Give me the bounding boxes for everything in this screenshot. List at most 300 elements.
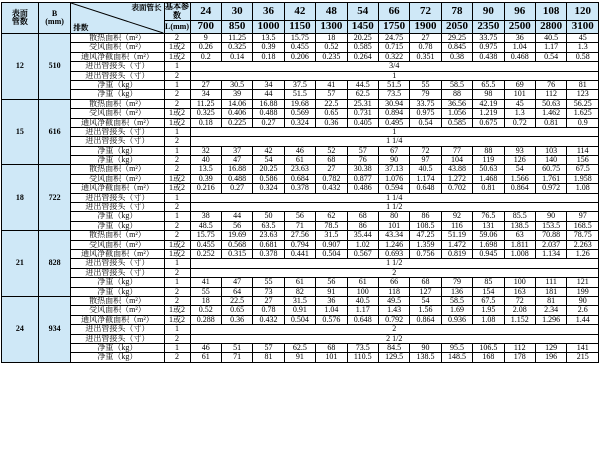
param-label: 通风净截面积（m²） <box>71 315 164 324</box>
param-value: 0.36 <box>316 118 347 127</box>
param-value: 0.972 <box>535 184 566 193</box>
param-value: 0.235 <box>316 52 347 61</box>
tube-count-cell-4: 24 <box>2 296 39 362</box>
b-value-cell-1: 616 <box>38 99 71 165</box>
param-value: 1.056 <box>441 109 472 118</box>
param-value: 1.17 <box>347 306 378 315</box>
param-value: 80 <box>378 212 409 221</box>
param-value: 0.378 <box>253 249 284 258</box>
param-value: 88 <box>441 90 472 99</box>
param-value: 69 <box>504 80 535 89</box>
param-label: 净重（kg） <box>71 287 164 296</box>
param-rows: 2 <box>164 203 190 212</box>
param-value: 0.225 <box>221 118 252 127</box>
table-row <box>2 118 599 127</box>
param-value: 1.08 <box>567 184 599 193</box>
param-value: 63 <box>504 231 535 240</box>
param-value: 23.63 <box>253 231 284 240</box>
param-value: 33.75 <box>473 34 504 43</box>
b-value-cell-3: 828 <box>38 231 71 297</box>
param-label: 进出管接头（寸） <box>71 71 164 80</box>
table-row <box>2 62 599 71</box>
param-value: 0.782 <box>316 174 347 183</box>
param-value: 1.468 <box>473 174 504 183</box>
param-value: 70.88 <box>535 231 566 240</box>
table-row <box>2 334 599 343</box>
param-value: 0.81 <box>535 118 566 127</box>
param-value: 54 <box>410 296 441 305</box>
param-value: 76.5 <box>473 212 504 221</box>
param-value: 0.731 <box>347 109 378 118</box>
param-value: 0.675 <box>473 118 504 127</box>
param-value: 37 <box>221 146 252 155</box>
length-col-header-6: 66 <box>378 3 409 21</box>
param-value: 46 <box>190 343 221 352</box>
param-value: 85 <box>473 278 504 287</box>
param-value: 58.5 <box>441 80 472 89</box>
param-value: 39 <box>221 90 252 99</box>
param-value: 104 <box>441 156 472 165</box>
param-rows: 2 <box>164 90 190 99</box>
param-rows: 2 <box>164 353 190 362</box>
param-value: 0.52 <box>190 306 221 315</box>
param-value: 154 <box>473 287 504 296</box>
param-label: 净重（kg） <box>71 80 164 89</box>
param-value: 0.586 <box>253 174 284 183</box>
param-value: 50 <box>253 212 284 221</box>
param-label: 净重（kg） <box>71 90 164 99</box>
param-label: 净重（kg） <box>71 353 164 362</box>
param-value-span: 1 <box>190 127 599 136</box>
param-value: 48.5 <box>190 221 221 230</box>
param-value: 59.06 <box>473 231 504 240</box>
param-rows: 1或2 <box>164 184 190 193</box>
param-value: 93 <box>504 146 535 155</box>
param-value: 81 <box>535 296 566 305</box>
table-row <box>2 212 599 221</box>
param-value: 123 <box>567 90 599 99</box>
param-value: 85.5 <box>504 212 535 221</box>
param-value: 0.684 <box>284 174 315 183</box>
param-value: 66 <box>378 278 409 287</box>
param-value: 0.504 <box>284 315 315 324</box>
param-value: 13.5 <box>253 34 284 43</box>
param-value: 20.25 <box>347 34 378 43</box>
param-value: 1.95 <box>473 306 504 315</box>
param-value: 0.438 <box>473 52 504 61</box>
param-value: 55 <box>253 278 284 287</box>
param-value: 106.5 <box>473 343 504 352</box>
param-value: 1.08 <box>473 315 504 324</box>
param-label: 散热面积（m²） <box>71 34 164 43</box>
length-col-header-1: 30 <box>221 3 252 21</box>
param-value: 0.26 <box>190 43 221 52</box>
l-value-6: 1750 <box>378 21 409 34</box>
param-value: 30.5 <box>221 80 252 89</box>
param-value-span: 1 1/2 <box>190 203 599 212</box>
param-value: 90 <box>535 212 566 221</box>
param-value: 0.455 <box>190 240 221 249</box>
param-value: 68 <box>316 156 347 165</box>
param-value: 61 <box>347 278 378 287</box>
param-value: 0.845 <box>441 43 472 52</box>
param-value: 57 <box>253 343 284 352</box>
param-value: 31.5 <box>316 231 347 240</box>
table-row <box>2 231 599 240</box>
param-value: 0.406 <box>221 109 252 118</box>
param-value: 0.715 <box>378 43 409 52</box>
param-value-span: 1 1/4 <box>190 193 599 202</box>
param-value: 47 <box>221 156 252 165</box>
param-value: 0.264 <box>347 52 378 61</box>
length-col-header-0: 24 <box>190 3 221 21</box>
param-value: 0.18 <box>190 118 221 127</box>
param-value: 57 <box>316 90 347 99</box>
param-value: 1.462 <box>535 109 566 118</box>
param-value: 68 <box>410 278 441 287</box>
param-value: 34 <box>190 90 221 99</box>
param-value: 63.5 <box>253 221 284 230</box>
param-value: 0.65 <box>221 306 252 315</box>
param-value: 1.152 <box>504 315 535 324</box>
table-row <box>2 109 599 118</box>
param-value: 215 <box>567 353 599 362</box>
param-value: 0.14 <box>221 52 252 61</box>
param-value: 92 <box>441 212 472 221</box>
table-row <box>2 278 599 287</box>
param-value: 19.68 <box>284 99 315 108</box>
param-value: 1.17 <box>535 43 566 52</box>
param-value: 54 <box>504 165 535 174</box>
l-value-4: 1300 <box>316 21 347 34</box>
param-value: 78.75 <box>567 231 599 240</box>
param-value: 138.5 <box>410 353 441 362</box>
param-value: 34 <box>253 80 284 89</box>
param-value: 126 <box>504 156 535 165</box>
param-value: 0.693 <box>378 249 409 258</box>
param-value: 27.56 <box>284 231 315 240</box>
param-value: 91 <box>316 287 347 296</box>
param-value: 0.488 <box>253 109 284 118</box>
param-rows: 1或2 <box>164 315 190 324</box>
param-value: 0.27 <box>253 118 284 127</box>
param-value: 0.486 <box>347 184 378 193</box>
corner-tubes-label: 表面 管数 <box>2 3 39 34</box>
param-value: 101 <box>504 90 535 99</box>
basic-param-header: 基本参数 <box>165 2 189 20</box>
tube-count-cell-1: 15 <box>2 99 39 165</box>
param-value: 76 <box>535 80 566 89</box>
param-value: 1.958 <box>567 174 599 183</box>
param-value: 97 <box>567 212 599 221</box>
param-label: 净重（kg） <box>71 278 164 287</box>
param-value: 0.216 <box>190 184 221 193</box>
param-rows: 2 <box>164 99 190 108</box>
param-value: 40.5 <box>535 34 566 43</box>
param-value: 29.25 <box>441 34 472 43</box>
param-value: 0.72 <box>504 118 535 127</box>
param-rows: 2 <box>164 268 190 277</box>
param-value: 0.936 <box>441 315 472 324</box>
param-value: 90 <box>410 343 441 352</box>
param-value: 73 <box>253 287 284 296</box>
param-value: 88 <box>473 146 504 155</box>
param-value: 30.38 <box>347 165 378 174</box>
param-value: 56 <box>316 278 347 287</box>
param-rows: 1 <box>164 62 190 71</box>
param-value: 0.877 <box>347 174 378 183</box>
param-label: 进出管接头（寸） <box>71 62 164 71</box>
param-value: 40.5 <box>347 296 378 305</box>
param-value: 118 <box>378 287 409 296</box>
param-value-span: 3/4 <box>190 62 599 71</box>
param-value: 0.78 <box>410 43 441 52</box>
param-value: 0.495 <box>378 118 409 127</box>
param-value: 41 <box>316 80 347 89</box>
param-label: 净重（kg） <box>71 146 164 155</box>
param-value: 0.819 <box>441 249 472 258</box>
param-value: 0.975 <box>410 109 441 118</box>
param-value: 82 <box>284 287 315 296</box>
param-value: 0.702 <box>441 184 472 193</box>
param-value: 2.037 <box>535 240 566 249</box>
param-value: 178 <box>504 353 535 362</box>
param-label: 受风面积（m²） <box>71 109 164 118</box>
param-label: 散热面积（m²） <box>71 296 164 305</box>
length-col-header-2: 36 <box>253 3 284 21</box>
l-value-5: 1450 <box>347 21 378 34</box>
param-value: 140 <box>535 156 566 165</box>
param-value: 22.5 <box>221 296 252 305</box>
param-value: 36 <box>316 296 347 305</box>
param-value: 18 <box>316 34 347 43</box>
param-label: 进出管接头（寸） <box>71 325 164 334</box>
param-value: 9 <box>190 34 221 43</box>
param-value: 0.792 <box>378 315 409 324</box>
param-value: 1.02 <box>347 240 378 249</box>
param-value: 0.378 <box>284 184 315 193</box>
param-value: 119 <box>473 156 504 165</box>
table-row <box>2 184 599 193</box>
param-value: 0.681 <box>253 240 284 249</box>
param-value: 71 <box>221 353 252 362</box>
param-value: 79 <box>410 90 441 99</box>
param-value: 45 <box>504 99 535 108</box>
param-value: 30.94 <box>378 99 409 108</box>
param-value: 62.5 <box>347 90 378 99</box>
param-value: 0.756 <box>410 249 441 258</box>
param-value: 1.566 <box>504 174 535 183</box>
param-value: 0.468 <box>504 52 535 61</box>
param-value: 0.975 <box>473 43 504 52</box>
param-label: 通风净截面积（m²） <box>71 184 164 193</box>
param-value: 51.5 <box>284 90 315 99</box>
param-value: 73.5 <box>347 343 378 352</box>
param-value: 0.38 <box>441 52 472 61</box>
param-value-span: 2 <box>190 268 599 277</box>
param-value: 0.52 <box>316 43 347 52</box>
param-value: 0.504 <box>316 249 347 258</box>
param-label: 受风面积（m²） <box>71 240 164 249</box>
param-value: 62 <box>316 212 347 221</box>
param-value: 1.296 <box>535 315 566 324</box>
param-value: 0.488 <box>221 174 252 183</box>
param-rows: 2 <box>164 165 190 174</box>
tube-count-cell-3: 21 <box>2 231 39 297</box>
param-value: 15.75 <box>190 231 221 240</box>
param-value: 153.5 <box>535 221 566 230</box>
param-value: 56.25 <box>567 99 599 108</box>
param-value: 67.5 <box>473 296 504 305</box>
param-value: 199 <box>567 287 599 296</box>
param-value: 90 <box>378 156 409 165</box>
param-value: 112 <box>504 343 535 352</box>
param-value: 121 <box>567 278 599 287</box>
param-value: 110.5 <box>347 353 378 362</box>
param-rows: 2 <box>164 334 190 343</box>
l-value-3: 1150 <box>284 21 315 34</box>
param-rows: 1 <box>164 146 190 155</box>
param-value: 40.5 <box>410 165 441 174</box>
b-value-cell-4: 934 <box>38 296 71 362</box>
param-value: 0.441 <box>284 249 315 258</box>
param-value: 0.569 <box>284 109 315 118</box>
param-value: 0.594 <box>378 184 409 193</box>
param-value: 86 <box>347 221 378 230</box>
param-value: 136 <box>441 287 472 296</box>
param-value: 24.75 <box>378 34 409 43</box>
param-value: 1.04 <box>504 43 535 52</box>
param-value: 100 <box>347 287 378 296</box>
param-value: 68 <box>347 212 378 221</box>
param-label: 进出管接头（寸） <box>71 203 164 212</box>
param-value: 1.811 <box>504 240 535 249</box>
param-rows: 2 <box>164 296 190 305</box>
param-value: 84.5 <box>378 343 409 352</box>
param-value: 112 <box>535 90 566 99</box>
param-value: 163 <box>504 287 535 296</box>
param-value: 97 <box>410 156 441 165</box>
param-value: 90 <box>567 296 599 305</box>
param-value: 129 <box>535 343 566 352</box>
l-value-7: 1900 <box>410 21 441 34</box>
param-label: 进出管接头（寸） <box>71 334 164 343</box>
param-value: 73.5 <box>378 90 409 99</box>
length-col-header-12: 120 <box>567 3 599 21</box>
param-value: 181 <box>535 287 566 296</box>
param-value: 1.43 <box>378 306 409 315</box>
l-value-0: 700 <box>190 21 221 34</box>
param-rows: 1 <box>164 80 190 89</box>
param-value: 43.34 <box>378 231 409 240</box>
param-label: 散热面积（m²） <box>71 231 164 240</box>
param-value: 98 <box>473 90 504 99</box>
param-rows: 1或2 <box>164 174 190 183</box>
param-value: 0.2 <box>190 52 221 61</box>
page-wrapper <box>0 2 600 470</box>
param-value: 22.5 <box>316 99 347 108</box>
param-value: 0.78 <box>253 306 284 315</box>
param-value: 27 <box>410 34 441 43</box>
param-value: 41 <box>190 278 221 287</box>
param-value: 1.761 <box>535 174 566 183</box>
param-value: 35.44 <box>347 231 378 240</box>
table-row <box>2 325 599 334</box>
param-value: 51.5 <box>378 80 409 89</box>
param-value: 56 <box>284 212 315 221</box>
param-value: 16.88 <box>221 165 252 174</box>
param-value: 148.5 <box>441 353 472 362</box>
param-value: 1.26 <box>567 249 599 258</box>
l-value-9: 2350 <box>473 21 504 34</box>
param-value: 27 <box>316 165 347 174</box>
param-value: 101 <box>378 221 409 230</box>
param-value: 0.252 <box>190 249 221 258</box>
specification-table <box>1 2 599 363</box>
param-value: 44.5 <box>347 80 378 89</box>
param-value: 0.432 <box>253 315 284 324</box>
param-value: 0.288 <box>190 315 221 324</box>
param-value: 76 <box>347 156 378 165</box>
param-value: 196 <box>535 353 566 362</box>
param-value: 44 <box>221 212 252 221</box>
param-value: 46 <box>284 146 315 155</box>
param-value: 36.56 <box>441 99 472 108</box>
param-value: 108.5 <box>410 221 441 230</box>
param-value: 2.08 <box>504 306 535 315</box>
param-value: 67 <box>378 146 409 155</box>
param-value: 27 <box>190 80 221 89</box>
l-value-1: 850 <box>221 21 252 34</box>
param-value: 13.5 <box>190 165 221 174</box>
l-value-11: 2800 <box>535 21 566 34</box>
param-value: 0.405 <box>347 118 378 127</box>
table-row <box>2 306 599 315</box>
param-value: 36 <box>504 34 535 43</box>
param-value: 0.18 <box>253 52 284 61</box>
param-value: 33.75 <box>410 99 441 108</box>
corner-b-label: B (mm) <box>38 3 71 34</box>
param-value: 2.34 <box>535 306 566 315</box>
param-value: 14.06 <box>221 99 252 108</box>
param-value: 72 <box>504 296 535 305</box>
param-value: 0.576 <box>316 315 347 324</box>
param-value: 27 <box>253 296 284 305</box>
param-value: 0.567 <box>347 249 378 258</box>
param-value: 0.794 <box>284 240 315 249</box>
param-rows: 1或2 <box>164 109 190 118</box>
param-rows: 2 <box>164 156 190 165</box>
param-value: 0.324 <box>284 118 315 127</box>
param-value: 101 <box>316 353 347 362</box>
param-value: 1.246 <box>378 240 409 249</box>
param-value: 44 <box>253 90 284 99</box>
param-value: 64 <box>221 287 252 296</box>
header-row-lengths <box>2 3 599 21</box>
param-value: 0.432 <box>316 184 347 193</box>
param-rows: 1 <box>164 193 190 202</box>
param-value: 18 <box>190 296 221 305</box>
param-value: 0.864 <box>504 184 535 193</box>
param-value: 103 <box>535 146 566 155</box>
param-value: 31.5 <box>284 296 315 305</box>
param-value: 1.359 <box>410 240 441 249</box>
param-rows: 1 <box>164 278 190 287</box>
length-col-header-11: 108 <box>535 3 566 21</box>
param-value: 68 <box>316 343 347 352</box>
param-value: 1.69 <box>441 306 472 315</box>
param-value: 0.585 <box>347 43 378 52</box>
